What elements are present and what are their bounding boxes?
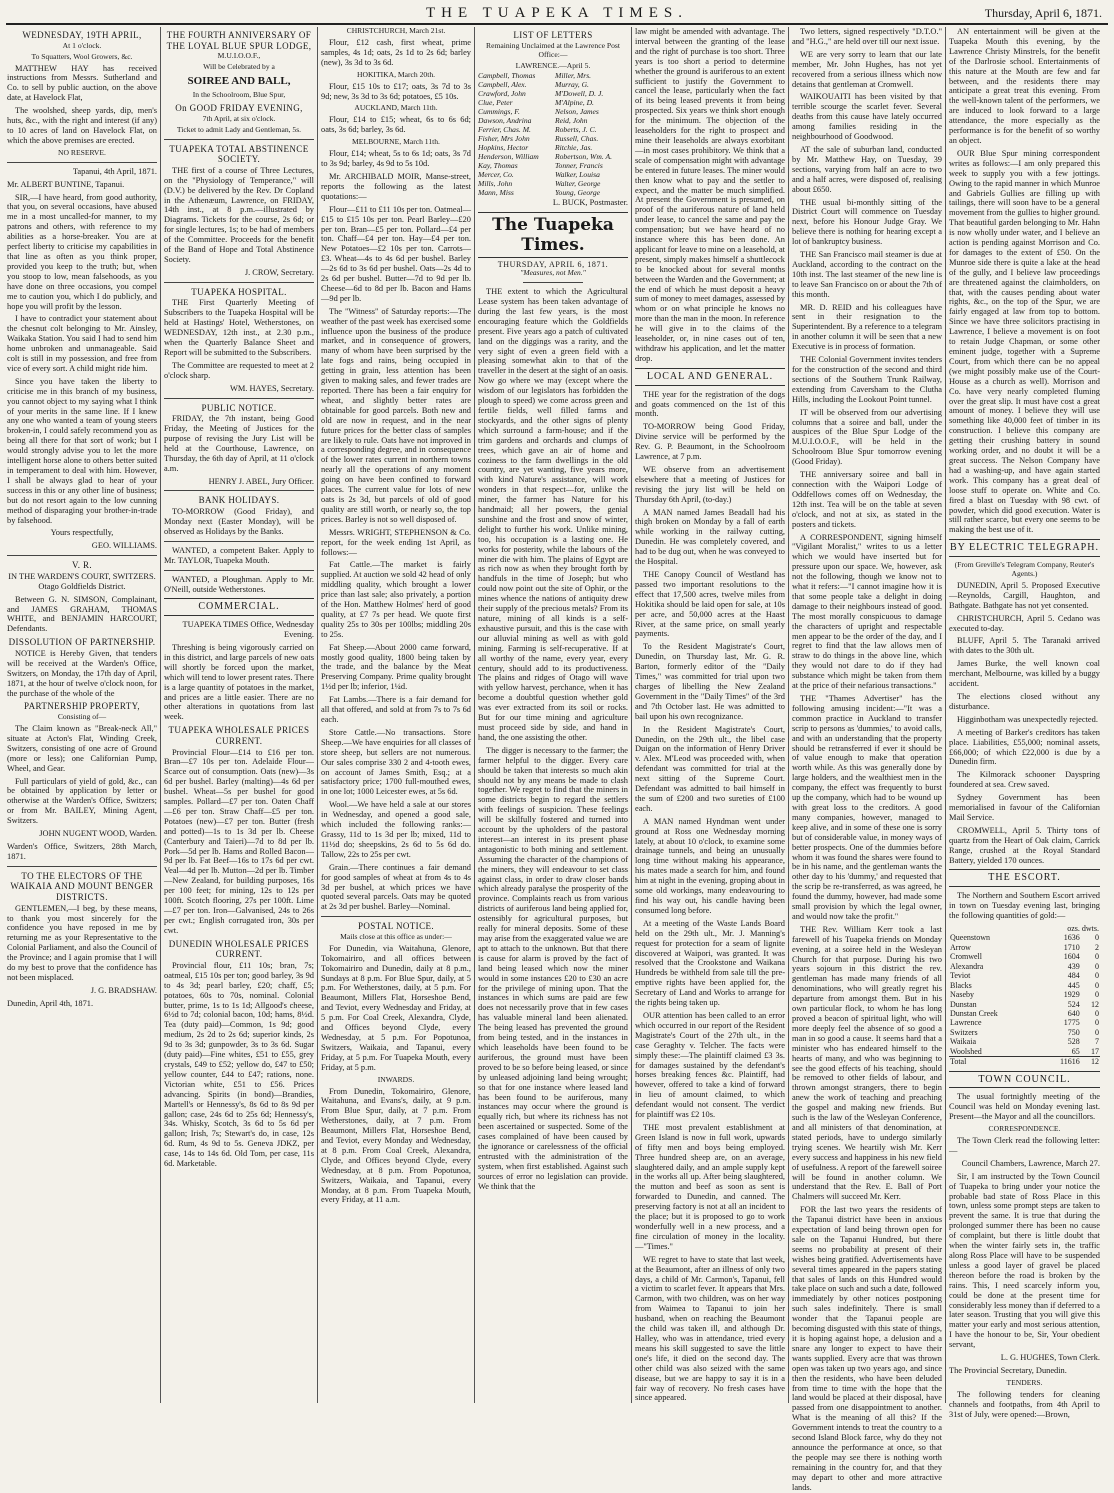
local-item: OUR Blue Spur mining correspondent writes as follows:—I am only prepared this week to supply you with a few jottings. Owing to the rapid manner in which Munroe and Gabriels Gullies are filling up with tailings, there will soon have to be a general movement from the gullies to higher ground. That beautiful garden belonging to Mr. Hahn is now wholly under water, and I believe an action is pending against Morrison and Co. for damages to the extent of £50. On the Munroe side there is quite a lake at the head of the gully, and I believe law proceedings are threatened against the claimholders, on that, with the causes pending about water rights, &c., on the top of the Spur, we are fairly engaged at law from top to bottom. Since we have three solicitors practising in Lawrence, I believe a movement is on foot to retain Judge Chapman, or some other eminent judge, together with a Supreme Court, from which there can be no appeal (we might possibly make use of the Court-House as a church as well). Morrison and Co. have very nearly completed fluming over the great slip. It must have cost a great amount of money. I believe they will use something like 40,000 feet of timber in its construction. I believe this company are getting their crushing battery in sound working order, and no doubt it will be a great success. The Nelson Company have had a washing-up, and have again started work. This company has a great deal of loose stuff to operate on. White and Co. fired a blast on Tuesday with 98 cwt. of powder, which did good execution. Water is still rather scarce, but every one seems to be making the best use of it.	[949, 148, 1100, 535]
letter-name: Campbell, Thomas	[478, 71, 536, 81]
local-item: WE observe from an advertisement elsewhere that a meeting of Justices for revising the jury list will be held on Thursday 6th April, (to-day.)	[635, 464, 785, 504]
escort-dwt: 0	[1095, 990, 1099, 1000]
escort-dwt: 0	[1095, 980, 1099, 990]
masthead-title: THE TUAPEKA TIMES.	[425, 5, 689, 21]
letter-name: Mills, John	[478, 178, 513, 188]
electors-heading: TO THE ELECTORS OF THE WAIKAIA AND MOUNT BENGER DISTRICTS.	[10, 870, 154, 902]
divider	[164, 490, 314, 491]
escort-place: Dunstan Creek	[950, 1008, 998, 1018]
divider	[7, 162, 157, 163]
escort-total-row	[949, 1057, 1100, 1067]
tenders-heading: TENDERS.	[1006, 1377, 1043, 1387]
local-item: THE Canopy Council of Westland has passed two important resolutions to the effect that 17,500 acres, twelve miles from Hokitika should be laid open for sale, at 10s per acre, and 50,000 acres at the Haast River, at the same price, on small yearly payments.	[635, 570, 785, 639]
local-items	[949, 27, 1100, 535]
divider	[7, 866, 157, 867]
escort-row	[949, 943, 1100, 952]
electors-paragraph: GENTLEMEN,—I beg, by these means, to thank you most sincerely for the confidence you have reposed in me by returning me as your Representative to the Colonial Parliament, and also the Council of the Province; and I again promise that I will do my best to prove that the confidence has not been misplaced.	[7, 903, 157, 982]
public-notice-signature: HENRY J. ABEL, Jury Officer.	[208, 476, 314, 486]
divider	[164, 398, 314, 399]
bank-holidays-heading: BANK HOLIDAYS.	[198, 495, 280, 506]
auckland-heading: AUCKLAND, March 11th.	[354, 103, 438, 113]
column-6	[789, 27, 946, 1492]
local-item: At a meeting of the Waste Lands Board held on the 29th ult., Mr. J. Manning's request for protection for a seam of lignite discovered at Waipori, was granted. It was resolved that the Crookstone and Waikana Hundreds be withheld from sale till the pre-emptive rights have been applied for, the Secretary of Land and Works to arrange for the rights being taken up.	[635, 918, 785, 1008]
sale-date: WEDNESDAY, 19TH APRIL,	[22, 30, 142, 40]
column-4	[475, 27, 632, 1403]
escort-oz: 1604	[1063, 952, 1080, 962]
escort-total-dwt: 12	[1081, 1057, 1100, 1067]
correspondence-body: Sir, I am instructed by the Town Council of Tuapeka to bring under your notice the probable bad state of Ross Place in this town, unless some prompt steps are taken to prevent the same. It is true that during the prolonged summer there has been no cause of complaint, but there is little doubt that when the winter fairly sets in, the traffic along Ross Place will have to be suspended unless a good layer of gravel be placed thereon before the road is broken by the rains. This, I need scarcely inform you, could be done at the present time for considerably less money than if deferred to a later season. Trusting that you will give this matter your early and most serious attention, I have the honour to be, Sir, Your obedient servant,	[949, 1171, 1100, 1350]
court-heading: IN THE WARDEN'S COURT, SWITZERS. Otago Goldfields District.	[8, 571, 156, 591]
letters-place: LAWRENCE.—April 5.	[515, 60, 591, 70]
lodge-tickets: Ticket to admit Lady and Gentleman, 5s.	[176, 124, 302, 134]
escort-row	[949, 1047, 1100, 1057]
hospital-heading: TUAPEKA HOSPITAL.	[191, 286, 287, 297]
escort-place: Dunstan	[950, 999, 977, 1009]
melbourne-heading: MELBOURNE, March 11th.	[352, 137, 440, 147]
hospital-paragraph: The Committee are requested to meet at 2 o'clock sharp.	[164, 360, 314, 380]
electors-date: Dunedin, April 4th, 1871.	[7, 998, 94, 1008]
correspondence-paragraph: The Town Clerk read the following letter:—	[949, 1136, 1100, 1155]
sale-reserve: NO RESERVE.	[58, 147, 106, 157]
escort-dwt: 0	[1095, 1027, 1099, 1037]
dunedin-prices-heading: DUNEDIN WHOLESALE PRICES CURRENT.	[168, 938, 310, 960]
escort-row	[949, 1018, 1100, 1027]
letter-to: Mr. ALBERT BUNTINE, Tapanui.	[7, 179, 125, 189]
escort-oz: 528	[1067, 1037, 1080, 1047]
letter-name: Campbell, Alex.	[478, 80, 527, 90]
letter-name: Fisher, Mrs John	[478, 134, 530, 144]
letter-date: Tapanui, 4th April, 1871.	[72, 166, 157, 176]
escort-place: Teviot	[950, 971, 971, 981]
inwards-heading: INWARDS.	[377, 1074, 415, 1084]
letter-name: M'Alpine, D.	[555, 98, 594, 108]
lodge-date: On GOOD FRIDAY EVENING,	[175, 103, 303, 114]
escort-row	[949, 981, 1100, 990]
escort-total-oz: 11616	[1039, 1057, 1081, 1067]
postal-inwards: From Dunedin, Tokomairiro, Glenore, Waitahuna, and Evans's, daily, at 9 p.m. From Blue Spur, daily, at 7 p.m. From Wetherstones, daily, at 7 p.m. From Beaumont, Millers Flat, Horseshoe Bend, and Teviot, every Monday and Wednesday, at 8 p.m. From Coal Creek, Alexandra, Clyde, and Offices beyond Clyde, every Wednesday, at 8 p.m. From Popotunoa, Switzers, Waikaia, and Tapanui, every Monday, at 8 p.m. From Tuapeka Mouth, every Friday, at 11 a.m.	[321, 1086, 471, 1205]
auckland-prices: Flour, £14 to £15; wheat, 6s to 6s 6d; oats, 3s 6d; barley, 3s 6d.	[321, 115, 471, 135]
escort-dwt: 12	[1091, 999, 1099, 1009]
escort-place: Cromwell	[950, 952, 982, 962]
tenders-paragraph: The following tenders for cleaning channels and footpaths, from 4th April to 31st of July, were opened:—Brown,	[949, 1389, 1100, 1419]
escort-dwt: 0	[1095, 933, 1099, 943]
escort-place: Waikaia	[950, 1037, 977, 1047]
leader-paragraph: THE extent to which the Agricultural Lease system has been taken advantage of during the last few years, is the most encouraging feature which the Goldfields present. Five years ago a patch of cultivated land on the diggings was a rarity, and the very sight of even a green field with a pleasing somewhat akin to that of the traveller in the desert at the sight of an oasis. Now go where we may (except where the wisdom of our legislators has forbidden the plough to speed) we come across green and fertile fields, well filled farms and stockyards, and the other signs of plenty which surround a farm-house; and if the trim gardens and orchards and clumps of trees, which gave an air of home and coziness to the farm dwellings in the old country, are yet wanting, five years more, with kind Nature's assistance, will work wonders in that respect—for, unlike the miner, the farmer has Nature for his handmaid; all her powers, the genial sunshine and the frost and snow of winter, delight to further his work. Unlike mining, too, his occupation is a lasting one. He works for posterity, while the labours of the miner die with him. The plains of Egypt are as rich now as when they brought forth by handfuls in the time of Joseph; but who could now point out the site of Ophir, or the mines whence the nations of antiquity drew their supply of the precious metals? From its nature, mining of all kinds is a self-exhaustive pursuit, and this is the case with our alluvial mining as well as with gold mining. Farming is self-recuperative. If at all worthy of the name, every year, every century, should add to its productiveness. The plains and ridges of Otago will wave with yellow harvest, perchance, when it has become a doubtful question whether gold was ever extracted from its soil or rocks. But for our time mining and agriculture must proceed side by side, and hand in hand, the one assisting the other.	[478, 287, 628, 742]
sale-items: The woolshed, sheep yards, dip, men's huts, &c., with the right and interest (if any) to 10 acres of land on Havelock Flat, on which the above premises are erected.	[7, 106, 157, 145]
escort-place: Lawrence	[950, 1018, 982, 1028]
letter-signature: GEO. WILLIAMS.	[91, 541, 157, 551]
escort-row	[949, 971, 1100, 980]
divider	[164, 139, 314, 140]
wright-lambs: Fat Lambs.—There is a fair demand for all that offered, and sold at from 7s to 7s 6d each.	[321, 695, 471, 724]
escort-oz: 1710	[1063, 942, 1080, 952]
column-1	[4, 27, 161, 1403]
escort-row	[949, 952, 1100, 961]
letter-name: Henderson, William	[478, 152, 539, 162]
moir-prices: Flour—£11 to £11 10s per ton. Oatmeal—£15 to £15 10s per ton. Pearl Barley—£20 per ton. Bran—£5 per ton. Pollard—£4 per ton. Chaff—£4 per ton. Hay—£4 per ton. New Potatoes—£2 10s per ton. Carrots—£3. Wheat—4s to 4s 6d per bushel. Barley—2s 6d to 3s 6d per bushel. Oats—2s 4d to 2s 6d per bushel. Butter—7d to 9d per lb. Cheese—6d to 8d per lb. Bacon and Hams—9d per lb.	[321, 204, 471, 303]
escort-dwt: 0	[1095, 952, 1099, 962]
leader-paragraph: The digger is necessary to the farmer; the farmer helpful to the digger. Every care should be taken that interests so much akin should not by any means be made to clash together. We regret to find that the miners in some districts begin to regard the settlers with feelings of suspicion. These feelings will be skilfully fostered and turned into account by the upholders of the pastoral interest—an interest in its present phase antagonistic to both mining and settlement. Assuming the character of the champions of the miners, they will endeavour to set class against class, in order to draw closer bands which already paralyse the prosperity of the province. Complaints reach us from various districts of auriferous land being applied for, ostensibly for agricultural purposes, but really for mineral deposits. Some of these may arise from the exaggerated value we are apt to attach to the unknown. But that there is cause for alarm is proved by the fact of land being leased which now the miner would in some instances £20 to £30 an acre for the privilege of mining upon. That the instances in which sums are paid are few does not necessarily prove that in few cases has valuable mineral land been alienated. The being leased has prevented the ground from being tested, and in the instances in which leaseholds have been found to be auriferous, the ground must have been proved to be so before being leased, or since by unleased adjoining land being wrought; so that for one instance where leased land has been found to be auriferous, many instances may occur where the ground is equally rich, but where its richness has not been ascertained or suspected. Some of the cases complained of have been caused by the ignorance or carelessness of the official entrusted with the administration of the system, when first established. Against such sources of error no legislation can provide. We think that the	[478, 745, 628, 1191]
dunedin-prices: Provincial flour, £11 10s; bran, 7s; oatmeal, £15 10s per ton; good barley, 3s 9d to 4s 3d; pearl barley, £20; chaff, £5; potatoes, 60s to 70s, nominal. Colonial butter, prime, 1s to 1s 1d; Allgood's cheese, 6½d to 7d; colonial bacon, 10d; hams, 8½d. Tea (duty paid)—Common, 1s 9d; good medium, 2s 2d to 2s 6d; superior kinds, 2s 9d to 3s 3d; gunpowder, 3s to 3s 6d. Sugar (duty paid)—Fine whites, £51 to £55, grey crystals, £49 to £52; yellow do, £47 to £50; yellow counter, £44 to £47; rations, none. Victorian white, £51 to £56. Prices advancing. Spirits (in bond)—Brandies, Martell's or Hennessy's, 8s 6d to 8s 9d per gallon; case, 24s 6d to 25s 6d; Hennessy's, 34s. Whisky, Scotch, 3s 6d to 5s 6d per gallon; Irish, 7s; Stewart's do, in case, 12s 6d. Rum, 4s 9d to 5s. Geneva JDKZ, per case, 14s to 14s 6d. Old Tom, per case, 11s 6d. Marketable.	[164, 960, 314, 1169]
local-item: A MAN named Hyndman went under ground at Ross one Wednesday morning lately, at about 10 o'clock, to examine some drainage tunnels, and being an unusually long time without making his appearance, his mates made a search for him, and found him at night in the evening, groping about in some old workings, many endeavouring to find his way out, his candle having been consumed long before.	[635, 816, 785, 915]
dissolution-paragraph: NOTICE is Hereby Given, that tenders will be received at the Warden's Office, Switzers, on Monday, the 17th day of April, 1871, at the hour of twelve o'clock noon, for the purchase of the whole of the	[7, 648, 157, 698]
wright-grain: Grain.—There continues a fair demand for good samples of wheat at from 4s to 4s 3d per bushel, at which prices we have quoted several parcels. Oats may be quoted at 2s 3d per bushel. Barley—Nominal.	[321, 862, 471, 912]
masthead-spacer	[12, 6, 15, 21]
wanted-ploughman: WANTED, a Ploughman. Apply to Mr. O'Neill, outside Wetherstones.	[164, 574, 314, 594]
melbourne-prices: Flour, £14; wheat, 5s to 6s 1d; oats, 3s 7d to 3s 9d; barley, 4s 9d to 5s 10d.	[321, 149, 471, 169]
divider	[164, 282, 314, 283]
lodge-order: M.U.I.O.O.F.,	[217, 51, 261, 61]
sale-to: To Squatters, Wool Growers, &c.	[31, 51, 133, 61]
letters-heading: LIST OF LETTERS	[513, 30, 593, 40]
correspondence-signature: L. G. HUGHES, Town Clerk.	[1000, 1353, 1100, 1363]
escort-place: Woolshed	[950, 1046, 982, 1056]
christchurch-heading: CHRISTCHURCH, March 21st.	[346, 26, 446, 35]
dissolution-signature: JOHN NUGENT WOOD, Warden.	[39, 829, 157, 839]
council-heading: TOWN COUNCIL.	[949, 1071, 1100, 1089]
local-items	[792, 27, 942, 1493]
hokitika-prices: Flour, £15 10s to £17; oats, 3s 7d to 3s 9d; new, 3s 3d to 3s 6d; potatoes, £5 10s.	[321, 81, 471, 101]
escort-dwt: 0	[1095, 971, 1099, 981]
hospital-signature: WM. HAYES, Secretary.	[229, 383, 314, 393]
wright-wool: Wool.—We have held a sale at our stores in Wednesday, and opened a good sale, which included the following ranks:—Grassy, 11d to 1s 3d per lb; mixed, 11d to 11½d do; sheepskins, 2s 6d to 5s 6d do. Tallow, 22s to 25s per cwt.	[321, 800, 471, 859]
escort-row	[949, 1028, 1100, 1037]
divider	[7, 555, 157, 556]
correspondence-from: Council Chambers, Lawrence, March 27.	[961, 1158, 1100, 1168]
christchurch-prices: Flour, £12 cash, first wheat, prime samples, 4s 1d; oats, 2s 1d to 2s 6d; barley (new), 3s 3d to 3s 6d.	[321, 37, 471, 67]
local-item: FOR the last two years the residents of the Tapanui district have been in anxious expectation of land being thrown open for sale on the Tapanui Hundred, but there seems no probability at present of their wishes being gratified. Advertisements have several times appeared in the papers stating that sales of lands on this Hundred would take place on such and such a date, followed immediately by other notices postponing such sales indefinitely. There is small wonder that the Tapanui people are becoming disgusted with this state of things, it is hoping against hope, a delusion and a snare any longer to expect to have their wants supplied. Every acre that was thrown open was taken up two years ago, and since then the residents, who have been deluded from time to time with the hope that the land would be placed at their disposal, have passed from one disappointment to another. What is the meaning of all this? If the Government intends to treat the country to a second Island Block farce, why do they not announce the performance at once, so that the people may see there is nothing worth remaining in the country for, and that they may depart to other and more attractive lands.	[792, 1205, 942, 1492]
letter-paragraph: SIR,—I have heard, from good authority, that you, on several occasions, have abused me in a most uncalled-for manner, to my patrons and others, with reference to my abilities as a horse-breaker. You are at perfect liberty to criticise my capabilities in that line as often as you think proper, provided you keep to the truth; but, when you stoop to low, mean falsehoods, as you have done on three occasions, you compel me to caution you, which I do publicly, and hope you will profit by the lesson.	[7, 192, 157, 311]
letter-name: Crawford, John	[478, 89, 526, 99]
local-item: A MAN named James Beadall had his thigh broken on Monday by a fall of earth while working in the railway cutting, Dunedin. He was completely covered, and had to be dug out, when he was conveyed to the Hospital.	[635, 507, 785, 567]
column-3	[318, 27, 475, 1403]
local-item: WAIKOUAITI has been visited by that terrible scourge the scarlet fever. Several deaths from this cause have lately occurred among families residing in the neighbourhood of Goodwood.	[792, 92, 942, 142]
letter-name: Dawson, Andrina	[478, 116, 532, 126]
telegraph-item: CHRISTCHURCH, April 5. Cedano was executed to-day.	[949, 613, 1100, 633]
lodge-heading: THE FOURTH ANNIVERSARY OF THE LOYAL BLUE SPUR LODGE,	[166, 30, 312, 51]
column-2	[161, 27, 318, 1403]
sale-time: At 1 o'clock.	[62, 40, 102, 50]
hokitika-heading: HOKITIKA, March 20th.	[356, 69, 436, 79]
letter-name: Robertson, Wm. A.	[555, 152, 613, 162]
dissolution-property: PARTNERSHIP PROPERTY,	[23, 701, 141, 712]
paper-date: THURSDAY, APRIL 6, 1871.	[497, 259, 609, 269]
telegraph-subheading: (From Greville's Telegram Company, Reuter's Agents.)	[954, 560, 1095, 578]
telegraph-item: James Burke, the well known coal merchant, Melbourne, was killed by a buggy accident.	[949, 659, 1100, 689]
escort-row	[949, 990, 1100, 999]
letter-name: Ritchie, Jas.	[555, 143, 593, 153]
electors-signature: J. G. BRADSHAW.	[90, 985, 157, 995]
telegraph-item: Sydney Government has been memorialised in favour of the Californian Mail Service.	[949, 793, 1100, 822]
moir-report: Mr. ARCHIBALD MOIR, Manse-street, reports the following as the latest quotations:—	[321, 171, 471, 201]
escort-oz: 640	[1067, 1008, 1080, 1018]
local-item: THE San Francisco mail steamer is due at Auckland, according to the contract on the 10th inst. The last steamer of the new line is to leave San Francisco on or about the 7th of this month.	[792, 250, 943, 299]
escort-place: Switzers	[950, 1027, 978, 1037]
divider	[164, 541, 314, 542]
escort-row	[949, 1037, 1100, 1046]
dissolution-consisting: Consisting of—	[57, 712, 107, 722]
letter-name: Roberts, J. C.	[555, 125, 597, 135]
postal-outwards: For Dunedin, via Waitahuna, Glenore, Tokomairiro, and all offices between Tokomairiro and Dunedin, daily at 8 p.m., Sundays at 8 p.m. For Blue Spur, daily, at 5 p.m. For Wetherstones, daily, at 5 p.m. For Beaumont, Millers Flat, Horseshoe Bend, and Teviot, every Wednesday and Friday, at 5 p.m. For Coal Creek, Alexandra, Clyde, and Offices beyond Clyde, every Wednesday, at 5 p.m. For Popotunoa, Switzers, Waikaia, and Tapanui, every Friday, at 5 p.m. For Tuapeka Mouth, every Friday, at 5 p.m.	[321, 943, 471, 1072]
local-item: AN entertainment will be given at the Tuapeka Mouth this evening, by the Lawrence Christy Minstrels, for the benefit of the Darlrosie school. Entertainments of this nature at the Mouth are few and far between, and the residents there may anticipate a great treat this evening. From the well-known talent of the performers, we are induced to look forward to a large attendance, the more especially as the performance is for the benefit of so worthy an object.	[949, 27, 1100, 145]
council-paragraph: The usual fortnightly meeting of the Council was held on Monday evening last. Present—the Mayor and all the councillors.	[949, 1092, 1100, 1122]
lodge-place: In the Schoolroom, Blue Spur,	[192, 90, 286, 100]
court-body: Between G. N. SIMSON, Complainant, and JAMES GRAHAM, THOMAS WHITE, and BENJAMIN HARCOURT, Defendants.	[7, 594, 157, 634]
divider	[321, 916, 471, 917]
local-heading: LOCAL AND GENERAL.	[635, 368, 785, 386]
local-item: THE year for the registration of the dogs and goats commenced on the 1st of this month.	[635, 389, 785, 419]
local-item: THE usual bi-monthly sitting of the District Court will commence on Tuesday next, before his Honour Judge Gray. We believe there is nothing for hearing except a lot of bankruptcy business.	[792, 197, 942, 247]
paper-motto: "Measures, not Men."	[520, 268, 586, 278]
escort-place: Blacks	[950, 980, 972, 990]
letter-name: Russell, Chas.	[555, 134, 599, 144]
column-7	[946, 27, 1103, 1419]
escort-oz: 1636	[1063, 933, 1080, 943]
hospital-paragraph: THE First Quarterly Meeting of Subscribers to the Tuapeka Hospital will be held at Hastings' Hotel, Wetherstones, on WEDNESDAY, 12th inst., at 2.30 p.m., when the Quarterly Balance Sheet and Report will be submitted to the Subscribers.	[164, 298, 314, 357]
letter-name: Young, George	[555, 187, 601, 197]
letter-name: Ferrier, Chas. M.	[478, 125, 531, 135]
letter-name: Murray, G.	[555, 80, 589, 90]
wright-sheep: Fat Sheep.—About 2000 came forward, mostly good quality, 1800 being taken by the trade, and the balance by the Meat Preserving Company. Prime quality brought 1½d per lb; inferior, 1¼d.	[321, 642, 471, 692]
public-notice-heading: PUBLIC NOTICE.	[201, 402, 277, 413]
escort-dwt: 0	[1095, 961, 1099, 971]
escort-dwt: 0	[1095, 1008, 1099, 1018]
telegraph-item: The Kilmorack schooner Dayspring foundered at sea. Crew saved.	[949, 770, 1100, 790]
escort-oz: 750	[1067, 1027, 1080, 1037]
escort-dwt: 2	[1095, 942, 1099, 952]
correspondence-heading: CORRESPONDENCE.	[988, 1124, 1061, 1134]
escort-paragraph: The Northern and Southern Escort arrived in town on Tuesday evening last, bringing the following quantities of gold:—	[949, 891, 1100, 921]
abstinence-heading: TUAPEKA TOTAL ABSTINENCE SOCIETY.	[169, 143, 309, 165]
letter-close: Yours respectfully,	[50, 528, 114, 538]
local-item: Two letters, signed respectively "D.T.O." and "H.G.," are held over till our next issue.	[792, 27, 942, 46]
wanted-baker: WANTED, a competent Baker. Apply to Mr. TAYLOR, Tuapeka Mouth.	[164, 545, 314, 565]
lodge-will: Will be Celebrated by a	[203, 62, 275, 72]
sale-body: MATTHEW HAY has received instructions from Messrs. Sutherland and Co. to sell by public auction, on the above date, at Havelock Flat,	[7, 63, 157, 103]
escort-place: Naseby	[950, 990, 974, 1000]
dissolution-heading: DISSOLUTION OF PARTNERSHIP.	[8, 637, 156, 648]
letter-paragraph: Since you have taken the liberty to criticise me in this branch of my business, you cannot object to my saying what I think of your merits in the same line. If I knew any one who wanted a team of young steers broken-in, I could safely recommend you as being all there for that sort of work; but I would strongly advise you to let the more intelligent horse alone to others better suited in temperament to deal with him. However, I shall be always glad to hear of your success in this or any other line of business; but do not resort again to the low cunning method of disparaging your brother-in-trade by falsehood.	[7, 376, 157, 525]
escort-heading: THE ESCORT.	[949, 869, 1100, 887]
escort-oz: 445	[1067, 980, 1080, 990]
letter-name: Walter, George	[555, 178, 601, 188]
escort-units: ozs. dwts.	[1067, 924, 1099, 933]
escort-row	[949, 1009, 1100, 1018]
letter-name: Mann, Miss	[478, 187, 514, 197]
letter-name: Walker, Louisa	[555, 169, 600, 179]
local-items	[635, 390, 785, 1404]
wright-store: Store Cattle.—No transactions. Store Sheep.—We have enquiries for all classes of store sheep, but sellers are not numerous. Our sales comprise 330 2 and 4-tooth ewes, on account of James Smith, Esq.; at a satisfactory price; 1700 full-mouthed ewes, in one lot; 1000 Leicester ewes, at 5s 6d.	[321, 727, 471, 797]
telegraph-item: BLUFF, April 5. The Taranaki arrived with dates to the 30th ult.	[949, 636, 1100, 656]
escort-dwt: 0	[1095, 1018, 1099, 1028]
lodge-event: SOIREE AND BALL,	[187, 75, 291, 88]
correspondence-to: The Provincial Secretary, Dunedin.	[949, 1365, 1067, 1375]
local-item: WE regret to have to state that last week, at the Beaumont, after an illness of only two days, a child of Mr. Carmon's, Tapanui, fell a victim to scarlet fever. It appears that Mrs. Carmon, with two children, was on her way from Waimea to Tapanui to join her husband, when on reaching the Beaumont the child was taken ill, and although Dr. Halley, who was in attendance, tried every means his skill suggested to save the little one's life, it died on the second day. The other child was also seized with the same disease, but we are happy to say it is in a fair way of recovery. No fresh cases have since appeared.	[635, 1254, 785, 1403]
letter-name: Kay, Thomas	[478, 161, 518, 170]
local-item: IT will be observed from our advertising columns that a soiree and ball, under the auspices of the Blue Spur Lodge of the M.U.I.O.O.F., will be held in the Schoolroom Blue Spur tomorrow evening (Good Friday).	[792, 407, 942, 467]
witness-report: The "Witness" of Saturday reports:—The weather of the past week has exercised some influence upon the business of the produce market, and in consequence of growers, many of whom have been surprised by the late fogs and rains, being occupied in getting in grain, less attention has been given to making sales, and fewer trades are reported. There has been a fair enquiry for wheat, and slightly better rates are obtainable for good parcels. Both new and old are now in request, and in the near future prices for the better class of samples are likely to rule. Oats have not improved in a corresponding degree, and in consequence of the lower rates current in northern towns nearly all the operations of any moment going on have been confined to forward places. The current value for lots of new oats is 2s 3d, but parcels of old of good quality are still worth, or nearly so, the top prices. Barley is not so well disposed of.	[321, 306, 471, 524]
letter-name: Mercer, Co.	[478, 169, 514, 179]
letters-subheading: Remaining Unclaimed at the Lawrence Post Office:—	[486, 40, 620, 59]
local-item: A CORRESPONDENT, signing himself "Vigilant Moralist," writes to us a letter which we would have inserted but for pressure upon our space. We, however, ask not the following, though we know not to what it refers:—"I cannot imagine how it is that some people take a delight in doing damage to their neighbours instead of good. The most morally conspicuous to damage the characters of upright and respectable men appear to be the order of the day, and I regret to find that the law allows men of straw to do things in the above line, which they would not dare to do if they had substance which might be taken from them at the price of their nefarious transactions."	[792, 532, 942, 691]
escort-oz: 524	[1067, 999, 1080, 1009]
wright-cattle: Fat Cattle.—The market is fairly supplied. At auction we sold 42 head of only middling quality, which brought a lower price than last sale; also privately, a portion of the Hon. Matthew Holmes' herd of good quality, at £7 7s per head. We quote first quality 25s to 30s per 100lbs; middling 20s to 25s.	[321, 560, 471, 639]
telegraph-item: Higginbotham was unexpectedly rejected.	[957, 714, 1098, 724]
lodge-time: 7th April, at six o'clock.	[202, 113, 276, 123]
letter-name: M'Dowell, D. J.	[555, 89, 604, 99]
local-item: OUR attention has been called to an error which occurred in our report of the Resident Magistrate's Court of the 27th ult., in the case Geraghty v. Telcher. The facts were simply these:—The plaintiff claimed £3 3s. for damages sustained by the defendant's horses breaking fences &c. Plaintiff, had however, offered to take a kind of forward in lieu of amount claimed, to which defendant would not consent. The verdict for plaintiff was £2 10s.	[635, 1010, 785, 1120]
local-item: MR. D. REID and his colleagues have sent in their resignation to the Superintendent. By a reference to a telegram in another column it will be seen that a new Executive is in process of formation.	[792, 302, 942, 352]
escort-table	[949, 924, 1100, 1067]
telegraph-item: CROMWELL, April 5. Thirty tons of quartz from the Heart of Oak claim, Carrick Range, crushed at the Royal Standard Battery, yielded 170 ounces.	[949, 825, 1100, 865]
escort-oz: 1929	[1063, 990, 1080, 1000]
escort-row	[949, 933, 1100, 942]
telegraph-items	[949, 581, 1100, 866]
letter-paragraph: I have to contradict your statement about the chesnut colt belonging to Mr. Ainsley, Waikaka Station. You said I had to send him home unbroken and unmanageable. Said colt is still in my possession, and free from vice of every sort. A child might ride him.	[7, 314, 157, 373]
bank-holidays-paragraph: TO-MORROW (Good Friday), and Monday next (Easter Monday), will be observed as Holidays by the Banks.	[164, 507, 314, 536]
local-item: THE most prevalent establishment at Green Island is now in full work, upwards of fifty men and boys being employed. Three hundred sheep are, on an average, slaughtered daily, and an ample supply kept in the works all up. After being slaughtered, the mutton and beef as soon as sent is forwarded to Dunedin, and canned. The preserving factory is not at all an incident to the place; but it is proposed to go to work wonderfully well in a new process, and a fine circulation of money in the locality.—"Times."	[635, 1122, 785, 1251]
commercial-heading: COMMERCIAL.	[164, 598, 314, 616]
letters-signature: L. BUCK, Postmaster.	[552, 197, 628, 207]
letter-name: Miller, Mrs.	[555, 71, 592, 81]
paper-title: The Tuapeka Times.	[478, 212, 628, 258]
letter-name: Tonner, Francis	[555, 161, 603, 170]
abstinence-signature: J. CROW, Secretary.	[244, 267, 314, 277]
local-item: THE Rev. William Kerr took a last farewell of his Tuapeka friends on Monday evening, at a soiree held in the Wesleyan Church for that purpose. During his two years sojourn in this district the rev. gentleman has made many friends of all denominations, who will greatly regret his departure from amongst them. But in his own particular flock, to whom he has long proved a beacon of spiritual light, who will more deeply feel the absence of so good a man in so good a cause. It seems hard that a minister who has endeared himself to the hearts of many, and who was beginning to see the good effects of his teaching, should be removed to other fields of labour, and thrown amongst strangers, there to begin anew the work of teaching and preaching the gospel and making new friends. But such is the law of the Wesleyan Conference, and all ministers of that denomination, at stated periods, have to undergo similarly trying scenes. We heartily wish Mr. Kerr every success and happiness in his new field of usefulness. A report of the farewell soiree will be found in another column. We understand that the Rev. E. Ball of Port Chalmers will succeed Mr. Kerr.	[792, 924, 942, 1202]
masthead	[0, 0, 1114, 23]
letter-name: Reid, John	[555, 116, 588, 126]
letter-name: Cummings, F.	[478, 107, 520, 117]
local-item: WE are very sorry to learn that our late member, Mr. John Hughes, has not yet recovered from a serious illness which now detains that gentleman at Cromwell.	[792, 49, 942, 89]
escort-dwt: 7	[1095, 1037, 1099, 1047]
escort-oz: 439	[1067, 961, 1080, 971]
commercial-office: TUAPEKA TIMES Office, Wednesday Evening.	[182, 620, 314, 640]
escort-total-label: Total	[949, 1057, 1039, 1067]
escort-row	[949, 962, 1100, 971]
abstinence-paragraph: THE first of a course of Three Lectures, on the "Physiology of Temperance," will (D.V.) be delivered by the Rev. Dr Copland in the Athenæum, Lawrence, on FRIDAY, 14th inst., at 8 p.m.—illustrated by Diagrams. Tickets for the course, 2s 6d; or for single lectures, 1s; to be had of members of the Committee. Proceeds for the benefit of the Band of Hope and Total Abstinence Society.	[164, 165, 314, 264]
escort-row	[949, 1000, 1100, 1009]
wright-report: Messrs. WRIGHT, STEPHENSON & Co. report, for the week ending 1st April, as follows:—	[321, 527, 471, 557]
escort-place: Queenstown	[950, 933, 990, 943]
divider	[164, 570, 314, 571]
masthead-date: Thursday, April 6, 1871.	[984, 6, 1102, 20]
telegraph-item: A meeting of Barker's creditors has taken place. Liabilities, £55,000; nominal assets, £66,000; of which £22,000 is due by a Dunedin firm.	[949, 727, 1100, 767]
wholesale-prices: Provincial Flour—£14 to £16 per ton. Bran—£7 10s per ton. Adelaide Flour—Scarce out of consumption. Oats (new)—3s 6d per bushel. Barley (malting)—4s 6d per bushel. Wheat—5s per bushel for good samples. Pollard—£7 per ton. Oaten Chaff—£6 per ton. Straw Chaff—£5 per ton. Potatoes (new)—£7 per ton. Butter (fresh and potted)—1s to 1s 3d per lb. Cheese (Canterbury and Taieri)—7d to 8d per lb. Pork—5d per lb. Hams and Rolled Bacon—9d per lb. Fat Beef—16s to 17s 6d per cwt. Veal—4d per lb. Mutton—2d per lb. Timber—New Zealand, for building purposes, 16s per 100 feet; for mining, 12s to 12s per 100ft. Scotch flooring, 27s per 100ft. Lime—£7 per ton. Iron—Galvanised, 24s to 26s per cwt.; English corrugated iron, 30s per cwt.	[164, 747, 314, 935]
columns	[0, 25, 1114, 1492]
escort-oz: 65	[1071, 1046, 1080, 1056]
local-item: THE "Thames Advertiser" has the following amusing incident:—"It was a common practice in Auckland to transfer scrip to persons as 'dummies,' to avoid calls, and with an understanding that the property should be retransferred if ever it should be of value enough to make that operation worth while. As this was generally done by large holders, and the wealthiest men in the company, the effect was frequently to burst up the company, which had to be wound up with great loss to the creditors. A good many companies, however, managed to keep alive, and in some of these one is sorry but of considerable value, in money ways of better prospects. One of the dummies before whom it was found the shares were found to be in his name, and the gentleman wants the other day to his 'dummy,' and requested that the scrip be re-transferred, as was agreed, he found the dummy, however, had made some small provision by which the legal owner, and would now take the profit."	[792, 694, 942, 921]
commercial-paragraph: Threshing is being vigorously carried on in this district, and large parcels of new oats will shortly be forced upon the market, which will tend to lower present rates. There is a large quantity of potatoes in the market, and prices are a little easier. There are no other alterations in quotations from last week.	[164, 643, 314, 722]
letter-name: Nelson, James	[555, 107, 599, 117]
escort-oz: 1775	[1063, 1018, 1080, 1028]
divider	[523, 282, 583, 283]
escort-dwt: 17	[1091, 1046, 1099, 1056]
dissolution-paragraph: The Claim known as "Break-neck All," situate at Acton's Flat, Winding Creek, Switzers, consisting of one acre of Ground (more or less); one Californian Pump, Wheel, and Gear.	[7, 724, 157, 773]
letter-name: Clue, Peter	[478, 98, 513, 108]
local-item: To the Resident Magistrate's Court, Dunedin, on Thursday last, Mr. G. R. Barton, formerly editor of the "Daily Times," was committed for trial upon two charges of libelling the New Zealand Government in the "Daily Times" of the 3rd and 7th October last. He was admitted to bail upon his own recognizance.	[635, 642, 785, 721]
local-item: TO-MORROW being Good Friday, Divine service will be performed by the Rev. G. P. Beaumont, in the Schoolroom Lawrence, at 7 p.m.	[635, 422, 785, 462]
letter-name: Hopkins, Hector	[478, 143, 529, 153]
local-item: THE anniversary soiree and ball in connection with the Waipori Lodge of Oddfellows comes off on Wednesday, the 12th inst. Tea will be on the table at seven o'clock, and not at six, as stated in the posters and tickets.	[792, 470, 942, 529]
postal-heading: POSTAL NOTICE.	[357, 921, 435, 932]
local-item: THE Colonial Government invites tenders for the construction of the second and third sections of the Southern Trunk Railway, extending from Caversham to the Clutha Hills, including the Lookout Point tunnel.	[792, 355, 942, 404]
telegraph-item: DUNEDIN, April 5. Proposed Executive—Reynolds, Cargill, Haughton, and Bathgate. Bathgate has not yet consented.	[949, 580, 1100, 610]
telegraph-heading: BY ELECTRIC TELEGRAPH.	[949, 539, 1100, 557]
dissolution-paragraph: Full particulars of yield of gold, &c., can be obtained by application by letter or otherwise at the Warden's Office, Switzers; or from Mr. BAILEY, Mining Agent, Switzers.	[7, 776, 157, 826]
wholesale-heading: TUAPEKA WHOLESALE PRICES CURRENT.	[168, 725, 310, 746]
dissolution-date: Warden's Office, Switzers, 28th March, 1871.	[7, 841, 157, 861]
public-notice-paragraph: FRIDAY, the 7th instant, being Good Friday, the Meeting of Justices for the purpose of revising the Jury List will be held at the Courthouse, Lawrence, on Thursday, the 6th day of April, at 11 o'clock a.m.	[164, 414, 314, 473]
escort-oz: 484	[1067, 971, 1080, 981]
column-5	[632, 27, 789, 1403]
local-item: AT the sale of suburban land, conducted by Mr. Matthew Hay, on Tuesday, 39 sections, varying from half an acre to two and a half acres, were disposed of, realising about £650.	[792, 144, 942, 194]
postal-subheading: Mails close at this office as under:—	[340, 931, 452, 941]
local-item: In the Resident Magistrate's Court, Dunedin, on the 29th ult., the libel case Duigan on the information of Henry Driver v. Alex. M'Leod was proceeded with, when defendant was committed for trial at the next sitting of the Supreme Court. Defendant was admitted to bail himself in the sum of £200 and two sureties of £100 each.	[635, 724, 785, 813]
escort-place: Alexandra	[950, 961, 984, 971]
escort-units-row	[949, 924, 1100, 933]
vr-mark: V. R.	[71, 560, 93, 571]
leader-paragraph: law might be amended with advantage. The interval between the granting of the lease and the right of purchase is too short. Three years is too short a period to determine whether the ground is auriferous to an extent sufficient to justify the Government to cancel the lease, particularly when the fact of its being leased prevents it from being prospected. Six years we think short enough for the minimum. The objection of the leaseholders for the right to prospect and mine their leaseholds are always exorbitant—in most cases prohibitory. We think that a scale of compensation might with advantage be entered in future leases. The miner would then know what to pay and the settler to expect, and the matter be much simplified. At present the Government is presumed, on proof of the auriferous nature of land held under lease, to cancel the same and pay the compensation; but we have heard of no instance where this has been done. An applicant for leave to mine on a leasehold, at present, simply makes himself a shuttlecock to be knocked about for several months between the Warden and the Government; at the end of which he must deposit a heavy sum of money to meet damages, assessed by whom or on what principle he knows no more than the man in the moon. In reference he will give in to the claims of the leaseholder, or, in nine cases out of ten, withdraw his application, and let the matter drop.	[635, 27, 786, 363]
escort-place: Arrow	[950, 942, 971, 952]
letters-names-list	[478, 72, 628, 197]
telegraph-item: The elections closed without any disturbance.	[949, 691, 1100, 711]
